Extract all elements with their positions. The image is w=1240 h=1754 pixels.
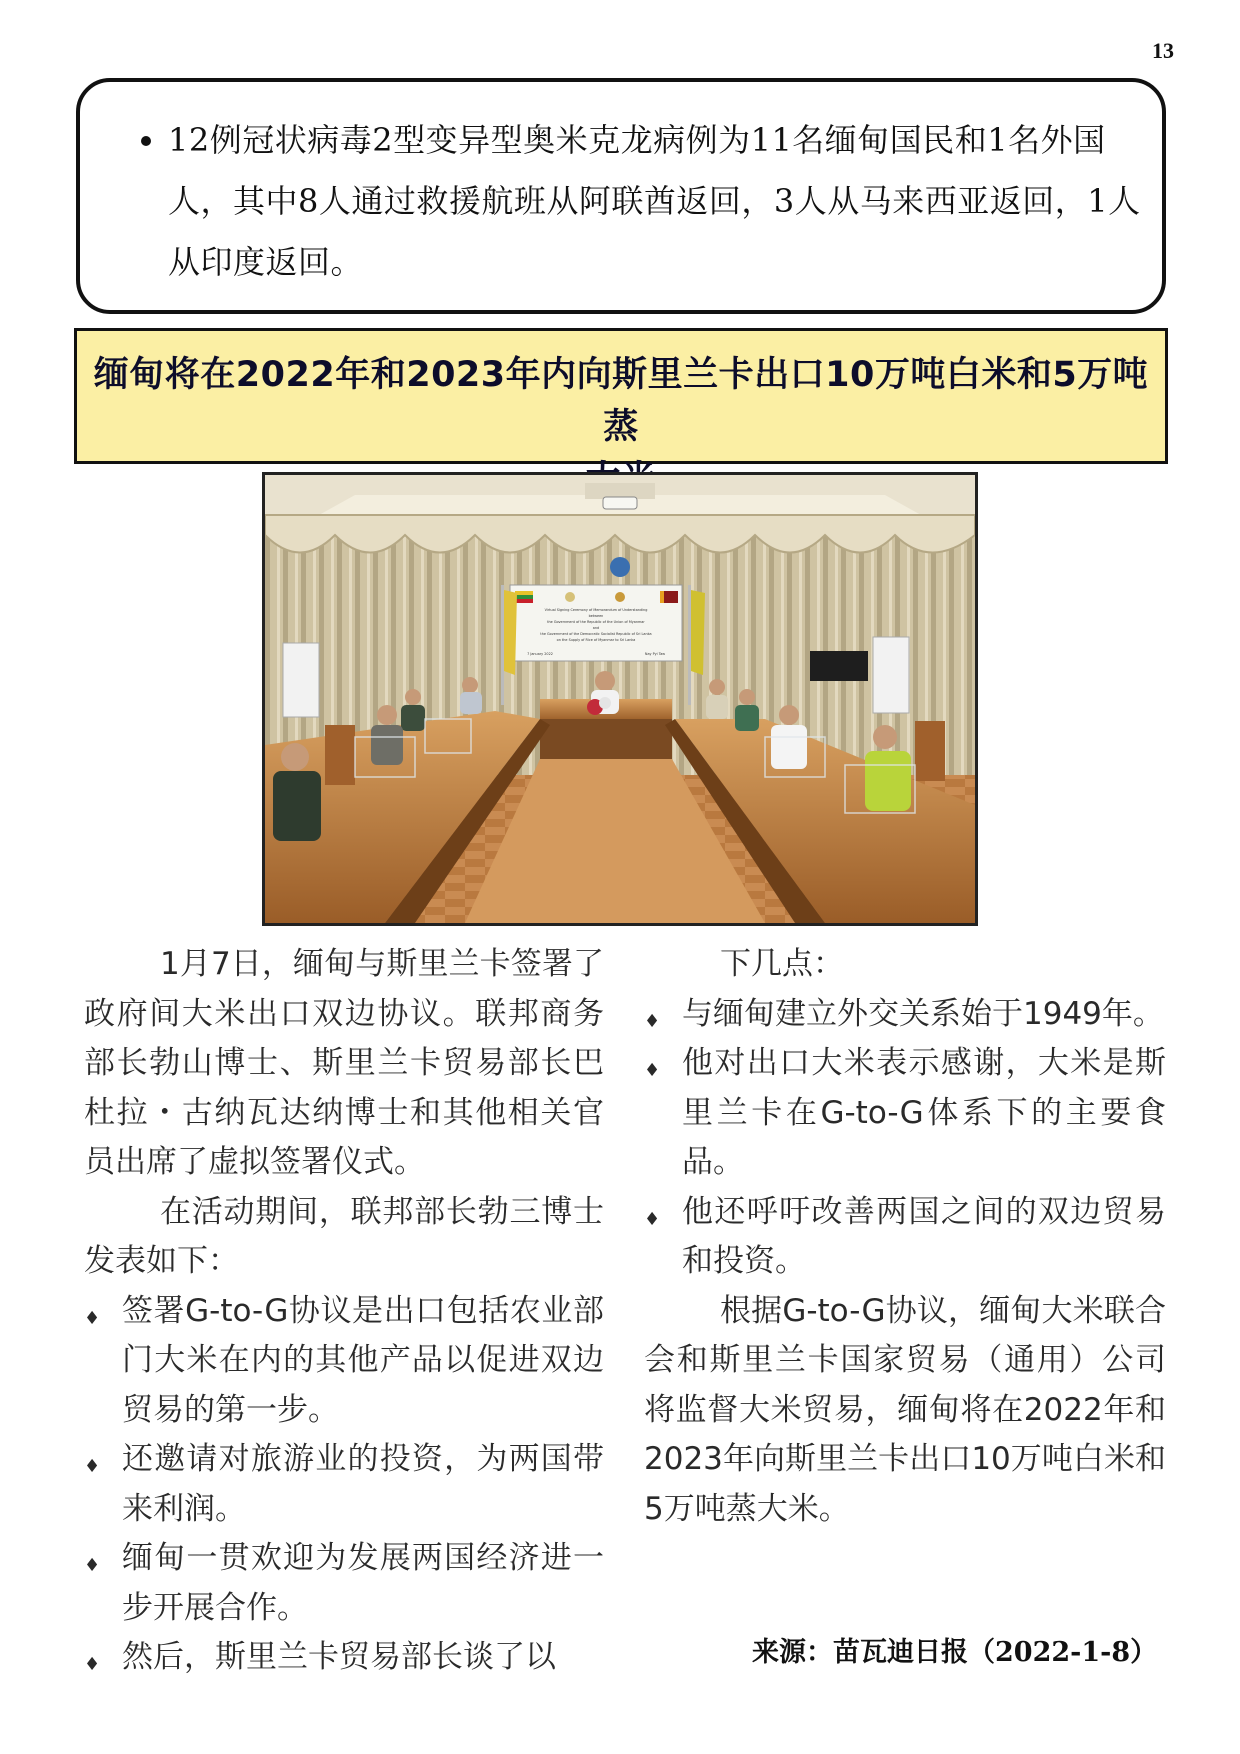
banner-line-6: on the Supply of Rice of Myanmar to Sri Lanka (556, 638, 636, 642)
article-source: 来源：苗瓦迪日报（2022-1-8） (752, 1637, 1158, 1668)
article-point (84, 1435, 604, 1534)
article-point (644, 1188, 1166, 1287)
banner-line-3: the Government of the Republic of the Union of Myanmar (547, 620, 645, 624)
article-point-text: 还邀请对旅游业的投资，为两国带来利润。 (122, 1441, 604, 1527)
article-point (644, 1039, 1166, 1188)
banner-line-2: between (588, 614, 604, 618)
banner-date: 7 January 2022 (527, 652, 553, 656)
diamond-bullet-icon: ♦ (84, 1307, 101, 1329)
headline-line-1: 缅甸将在2022年和2023年内向斯里兰卡出口10万吨白米和5万吨蒸 (93, 355, 1149, 447)
article-point (84, 1633, 604, 1683)
article-point-text: 他对出口大米表示感谢，大米是斯里兰卡在G-to-G体系下的主要食品。 (682, 1045, 1166, 1180)
article-paragraph-2: 在活动期间，联邦部长勃三博士发表如下： (84, 1193, 604, 1279)
article-paragraph-1: 1月7日，缅甸与斯里兰卡签署了政府间大米出口双边协议。联邦商务部长勃山博士、斯里兰卡贸易部长巴杜拉・古纳瓦达纳博士和其他相关官员出席了虚拟签署仪式。 (84, 946, 604, 1180)
covid-update-box (76, 78, 1166, 314)
banner-line-1: Virtual Signing Ceremony of Memorandum of Understanding (544, 608, 648, 612)
covid-bullet-list (128, 110, 1142, 293)
banner-line-4: and (592, 626, 600, 630)
diamond-bullet-icon: ♦ (84, 1456, 101, 1477)
diamond-bullet-icon: ♦ (84, 1555, 101, 1576)
diamond-bullet-icon: ♦ (644, 1060, 661, 1081)
article-point-text: 然后，斯里兰卡贸易部长谈了以 (122, 1639, 556, 1675)
article-point-text: 缅甸一贯欢迎为发展两国经济进一步开展合作。 (122, 1540, 604, 1626)
article-point-text: 签署G-to-G协议是出口包括农业部门大米在内的其他产品以促进双边贸易的第一步。 (122, 1292, 604, 1428)
signing-ceremony-photo (262, 472, 978, 926)
article-point (84, 1287, 604, 1436)
page-number: 13 (1152, 38, 1174, 63)
covid-bullet-text: • 12例冠状病毒2型变异型奥米克龙病例为11名缅甸国民和1名外国人，其中8人通过救援航班从阿联酋返回，3人从马来西亚返回，1人从印度返回。 (168, 110, 1142, 293)
article-paragraph-3: 根据G-to-G协议，缅甸大米联合会和斯里兰卡国家贸易（通用）公司将监督大米贸易，缅甸将在2022年和2023年向斯里兰卡出口10万吨白米和5万吨蒸大米。 (644, 1292, 1166, 1527)
article-column-right (644, 940, 1166, 1534)
article-point (644, 990, 1166, 1040)
diamond-bullet-icon: ♦ (644, 1010, 661, 1032)
article-point (84, 1534, 604, 1633)
article-continuation: 下几点： (720, 946, 844, 982)
diamond-bullet-icon: ♦ (644, 1208, 661, 1230)
diamond-bullet-icon: ♦ (84, 1654, 101, 1675)
article-point-text: 他还呼吁改善两国之间的双边贸易和投资。 (682, 1193, 1166, 1279)
article-column-left (84, 940, 604, 1683)
article-headline-box (74, 328, 1168, 464)
article-point-text: 与缅甸建立外交关系始于1949年。 (682, 995, 1164, 1032)
banner-line-5: the Government of the Democratic Socialist Republic of Sri Lanka (540, 632, 652, 636)
banner-place: Nay Pyi Taw (644, 652, 666, 656)
